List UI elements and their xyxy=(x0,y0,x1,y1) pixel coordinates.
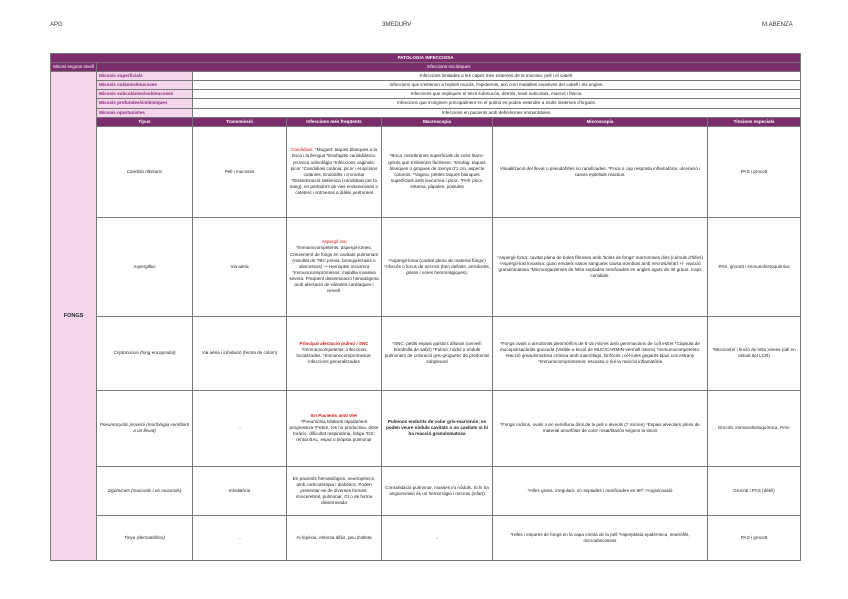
level-name: Micosis cutànies/mucoses xyxy=(97,81,193,90)
cell-macroscopia: *SNC: petits espais quístics difusos (cervell: bombolla de sabó) *Pulmó: nòdul o nòduls pulmonars de coloració gris-groguenc de predomini subpleural xyxy=(382,316,493,390)
cell-transmissio: .. xyxy=(193,390,287,466)
level-desc: Infeccions que s'estenen a l'epiteli mucós, l'epidermis, així com malalties invasives del cabell i les ungles. xyxy=(193,81,801,90)
cell-transmissio: Via aèria xyxy=(193,217,287,316)
cell-tincions: *Mucicarmí i tinció de tinta xinesa (útil en estudi del LCR) xyxy=(708,316,801,390)
cell-transmissio: Inhalatòria xyxy=(193,466,287,515)
col-header-infeccions: Infeccions més freqüents xyxy=(287,117,382,126)
level-desc: Infeccions que s'originen principalment en el pulmó es poden estendre a molts sistemes d'òrgans. xyxy=(193,99,801,108)
col-header-macroscopia: Macroscopia xyxy=(382,117,493,126)
table-row xyxy=(51,126,801,217)
cell-infeccions xyxy=(287,217,382,316)
cell-microscopia: *Fongs rodons, ovals o en semilluna dins de la pell o alveols (7 micres) *Espais alveolars plens de material amorfòsis de color rosat/blavós segons la tinció xyxy=(493,390,708,466)
infeccions-body: *Immunocompetents: infeccions localitzades. *Immunocompromesos: infeccions generalitzades xyxy=(296,347,372,365)
cell-tincions: Grocott, immunohistoquímica, PAS- xyxy=(708,390,801,466)
cell-microscopia: *Aspergil·loma: cavitat plena de boles fibroses amb 'boles de fongs' marronoses dins (cúmuls d'hifes) *Aspergil·losi invasiva: quan envaeix vasos sanguinis causa trombosi amb necrosi/infart +/- reacció granulomatosa *Microorganismes de hifes septades ramificades en angles aguts de 45 graus. Caps conidials. xyxy=(493,217,708,316)
cell-microscopia: *Fongs ovals o arrodonits pleomòrfics de 5-15 micres amb gemmacions de coll estret *Càpsula de mucopolisacàrids gruixuda (Visible a tinció de MUCICARMIN-vermell intens) *Immunocompetents: reacció granulomatosa crònica amb macròfags, limfòcits i cèl·lules gegants tipus cos estrany *Immunocompromesos: escassa o nul·la reacció inflamatòria xyxy=(493,316,708,390)
cell-tincions: PAS i grocott xyxy=(708,126,801,217)
cell-tipus: Candida Albicans xyxy=(97,126,193,217)
level-name: Micosis superficials xyxy=(97,72,193,81)
cell-tincions: PAS i grocott xyxy=(708,515,801,560)
cell-tipus: Criptococosi (fong encapsulat) xyxy=(97,316,193,390)
cell-tincions: PAS, grocott i immunohistoquímica xyxy=(708,217,801,316)
group-label: FONGS xyxy=(51,72,97,561)
infeccions-head: Aspergil·losi xyxy=(321,239,347,245)
table-title: PATOLOGIA INFECCIOSA xyxy=(51,54,801,63)
infeccions-body: *Pneumònia bilateral ràpidament progressiva *Febre, tos no productiva, dolor toràcic, dificultat respiratòria, fatiga *DX: rentat BAL, esput o biòpsia pulmonar xyxy=(289,419,379,443)
level-desc: Infeccions limitades a les capes més externes de la mucosa, pell i el cabell. xyxy=(193,72,801,81)
col-header-tincions: Tincions especials xyxy=(708,117,801,126)
level-name: Micosis oportunistes xyxy=(97,108,193,117)
infeccions-head: En Pacients amb VIH xyxy=(311,413,357,419)
pathology-table xyxy=(50,53,801,561)
level-name: Micosis profundes/sistèmiques xyxy=(97,99,193,108)
level-name: Micosis subcutànies/submucoses xyxy=(97,90,193,99)
cell-infeccions xyxy=(287,316,382,390)
cell-transmissio: .. xyxy=(193,515,287,560)
cell-infeccions: Al·lopècia, eritema difús, peu d'atleta xyxy=(287,515,382,560)
level-header-label: Micosi segons nivell xyxy=(51,63,97,72)
cell-transmissio: Pell i mucoses xyxy=(193,126,287,217)
col-header-transmissio: Transmissió xyxy=(193,117,287,126)
cell-macroscopia: .. xyxy=(382,515,493,560)
cell-microscopia: *Hifes i espores de fongs en la capa còrnia de la pell *Hiperplàsia epidèrmica, neutròfils, microabscessos xyxy=(493,515,708,560)
cell-tipus: Pneumocystis jirovecii (morfologia semblant a un llevat) xyxy=(97,390,193,466)
header-left: APG xyxy=(50,22,63,28)
infeccions-body: *Muguet: taques blanques a la boca i la llengua *Esofagitis candidiàsica: provoca odinofàgia *Infeccions vaginals: picor *Candidiasi cutània: picor i erupcions cutànies. Endoàfits i cronicitat *Disseminació sistèmica (candidiasi per la sang): en portadors de vies endovenoses o catèters i sotmesos a diàlisi peritoneal xyxy=(289,147,379,196)
cell-macroscopia: *Aspergil·loma (cavitat plena de material fúngic) *Abscés o focus de necrosi (ben definits, arrodonits, grisos i vores hemorràgiques). xyxy=(382,217,493,316)
cell-tipus: Zigomicets (mucorals i no mucorals) xyxy=(97,466,193,515)
table-row xyxy=(51,390,801,466)
level-header-desc: Infeccions micòtiques xyxy=(97,63,801,72)
table-row xyxy=(51,217,801,316)
cell-infeccions: En pacients hematològics, neutropènics, amb corticoteràpia i diabètics. Poden presentar-se de diverses formes: rinocerebral, pulmonar, GI o de forma disseminada xyxy=(287,466,382,515)
table-row xyxy=(51,316,801,390)
header-center: 3MEDURV xyxy=(382,22,412,28)
cell-macroscopia: *Boca: membranes superficials de color blanc-grisós que s'eliminen fàcilment. *Esofag: taques blanques o grogues de menys d'1 cm, aspecte cotonós. *Vagina: petites taques blanques superficials amb leucorrea i picor. *Pell: picor, eritema, pàpules, pústules xyxy=(382,126,493,217)
table-row xyxy=(51,466,801,515)
infeccions-head: Candidiasi: xyxy=(290,147,314,153)
col-header-microscopia: Microscopia xyxy=(493,117,708,126)
cell-tipus: Tinya (dermatòfitos) xyxy=(97,515,193,560)
infeccions-head: Principal afectació pulmó i SNC xyxy=(299,341,369,347)
cell-infeccions xyxy=(287,390,382,466)
level-desc: Infeccions que impliquen el teixit submucós, dermis, teixit subcutani, múscul i fàscia. xyxy=(193,90,801,99)
header-right: M.ABENZA xyxy=(762,22,793,28)
cell-macroscopia: Pulmons endurits de color gris-marronós; es poden veure nòduls cavitats o no cavitats si hi ha reacció granulomatosa xyxy=(382,390,493,466)
level-desc: Infeccions en pacients amb deficiències immunitàries. xyxy=(193,108,801,117)
cell-tipus: Aspergillus xyxy=(97,217,193,316)
cell-tincions: Grocott i PAS (dèbil) xyxy=(708,466,801,515)
cell-infeccions xyxy=(287,126,382,217)
col-header-tipus: Tipus xyxy=(97,117,193,126)
cell-microscopia: *Hifes grans, irregulars, no septades i ramificades en 90º *Angioinvasió xyxy=(493,466,708,515)
infeccions-body: *Immunocompetents: aspergil·lomes. Creixement de fongs en cavitats pulmonars (resultat de TBC prèvia, bronquièctasis o abscessos) -> Hemoptisi recurrent *Immunocompromesos: malaltia invasiva severa. Freqüent disseminació hematògena amb afectació de vàlvules cardíaques i cervell. xyxy=(289,245,379,294)
table-row xyxy=(51,515,801,560)
cell-transmissio: Via aèria i inhalació (femta de colom) xyxy=(193,316,287,390)
cell-macroscopia: Consolidació pulmonar, masses i/o nòduls. Si hi ha angioinvasió és un hemorràgia i necrosi (infart) xyxy=(382,466,493,515)
cell-microscopia: Visualització del llevat o pseudohifes no ramificades. *Poca o cap resposta inflamatòria, ulceració i canvis epitelials reactius. xyxy=(493,126,708,217)
